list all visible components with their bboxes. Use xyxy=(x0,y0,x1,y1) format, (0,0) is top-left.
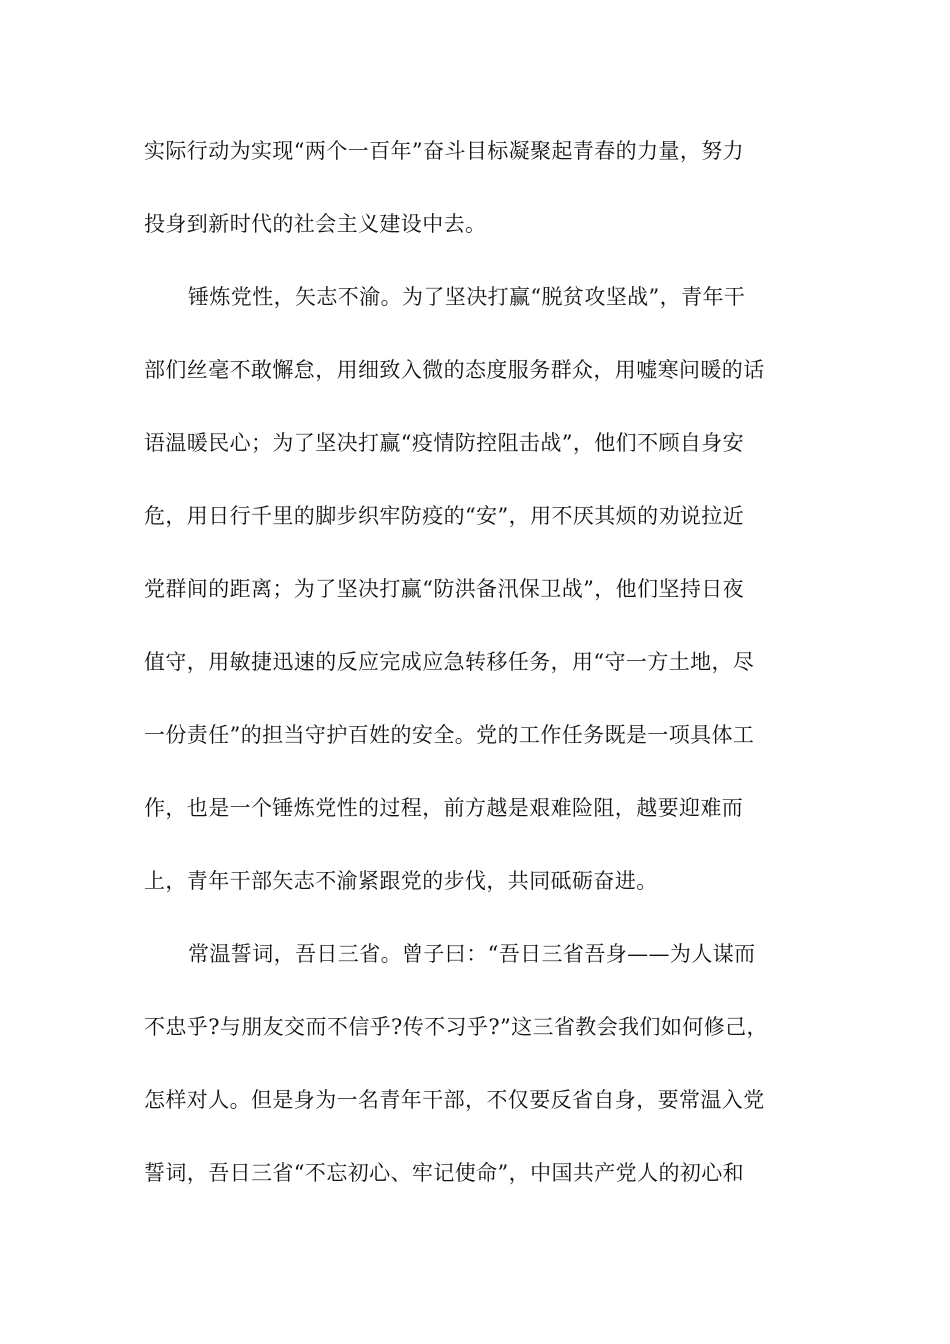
text-line: 誓词，吾日三省“不忘初心、牢记使命”，中国共产党人的初心和 xyxy=(144,1161,745,1185)
paragraph-start-line: 常温誓词，吾日三省。曾子曰：“吾日三省吾身——为人谋而 xyxy=(188,942,756,966)
text-line: 怎样对人。但是身为一名青年干部，不仅要反省自身，要常温入党 xyxy=(144,1088,765,1112)
text-line: 语温暖民心；为了坚决打赢“疫情防控阻击战”，他们不顾自身安 xyxy=(144,431,745,455)
text-line: 部们丝毫不敢懈怠，用细致入微的态度服务群众，用嘘寒问暖的话 xyxy=(144,358,765,382)
text-line: 党群间的距离；为了坚决打赢“防洪备汛保卫战”，他们坚持日夜 xyxy=(144,577,745,601)
text-line: 作，也是一个锤炼党性的过程，前方越是艰难险阻，越要迎难而 xyxy=(144,796,744,820)
text-line: 值守，用敏捷迅速的反应完成应急转移任务，用“守一方土地，尽 xyxy=(144,650,755,674)
text-line: 危，用日行千里的脚步织牢防疫的“安”，用不厌其烦的劝说拉近 xyxy=(144,504,745,528)
text-line: 上，青年干部矢志不渝紧跟党的步伐，共同砥砺奋进。 xyxy=(144,869,658,893)
text-line: 不忠乎?与朋友交而不信乎?传不习乎?”这三省教会我们如何修己， xyxy=(144,1015,768,1039)
text-line: 一份责任”的担当守护百姓的安全。党的工作任务既是一项具体工 xyxy=(144,723,755,747)
text-line: 实际行动为实现“两个一百年”奋斗目标凝聚起青春的力量，努力 xyxy=(144,139,745,163)
text-line: 投身到新时代的社会主义建设中去。 xyxy=(144,212,487,236)
paragraph-start-line: 锤炼党性，矢志不渝。为了坚决打赢“脱贫攻坚战”，青年干 xyxy=(188,285,746,309)
